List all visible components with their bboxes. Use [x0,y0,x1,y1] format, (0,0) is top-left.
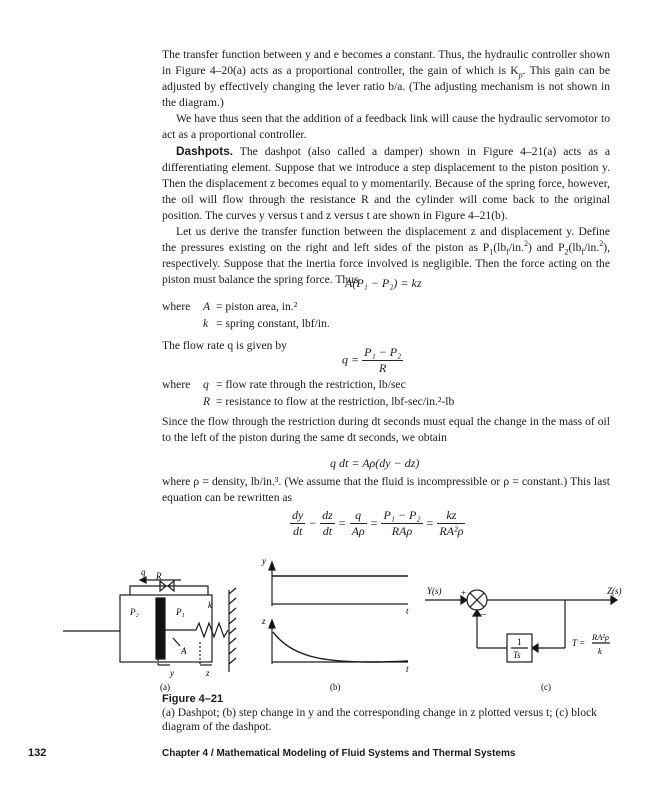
eq2-den: R [378,361,387,375]
eq4-f4-den: RAρ [391,524,413,538]
label-t2: t [406,664,409,674]
para1-text: The transfer function between y and e becomes a constant. Thus, the hydraulic controller shown in Figure 4–20(a) acts as a proportional controller, the gain of which is K [162,48,610,77]
wall-hatch [229,588,236,664]
figure-b-plots [248,556,418,696]
spring [165,623,228,637]
label-A: A [181,646,187,656]
eq4-f1-den: dt [292,524,303,538]
paragraph-dashpots: Dashpots. The dashpot (also called a damper) shown in Figure 4–21(a) acts as a differentiating element. Suppose that we introduce a step displacement to the piston position y. Then the displacement z becomes equal to y momentarily. Because of the spring force, however, the oil will flow through the resistance R and the cylinder will come back to the original position. The curves y versus t and z versus t are shown in Figure 4–21(b). Let us derive the transfer function between the displacement z and displacement y. Define the pressures existing on the right and left sides of the piston as $P_1(lb_f/in.^2)$ and $P_2(lb_f/in.^2)$, respectively. Suppose that the inertia force involved is negligible. Then the force acting on the piston must balance the spring force. Thus [162,144,610,286]
eq4-f5-num: kz [437,508,465,524]
label-z: z [206,668,210,678]
block-denominator: Ts [513,650,521,660]
paragraph-6: where ρ = density, lb/in.³. (We assume that the fluid is incompressible or ρ = constant.) This last equation can be rewritten as [162,475,610,504]
label-k: k [208,600,212,610]
where-def-R: = resistance to flow at the restriction, lbf-sec/in.²-lb [216,395,455,408]
eq4-equals-2: = [370,516,378,530]
T-numerator: RA²ρ [592,632,610,642]
decay-curve [273,632,408,662]
eq2-lhs: q = [342,352,360,367]
eq4-f3-den: Aρ [351,524,365,538]
eq4-equals-3: = [426,516,434,530]
label-y-axis: y [262,556,266,566]
paragraph-5: Since the flow through the restriction during dt seconds must equal the change in the mass of oil to the left of the piston during the same dt seconds, we obtain [162,415,610,444]
para4-a: Let us derive the transfer function between the displacement z and displacement y. Define the pressures existing on the right and left sides of the piston as P [162,225,610,254]
tag-a: (a) [160,682,170,692]
feedback-up-arrow-icon [473,610,481,616]
output-arrow-icon [611,596,617,604]
where-word-1: where [162,300,191,313]
eq4-minus: − [309,516,317,530]
where-sym-k: k [203,317,209,330]
tag-c: (c) [541,682,551,692]
tag-b: (b) [330,682,341,692]
equation-4 [290,508,465,539]
para4-g: ), respectively. Suppose that the inertia force involved is negligible. Then the force acting on the piston must balance the spring force. Thus [162,241,610,286]
where-def-k: = spring constant, lbf/in. [216,317,330,330]
feedback-arrow-icon [532,644,538,652]
para1-text-b: . This gain can be adjusted by effectively changing the lever ratio b/a. (The adjusting mechanism is not shown in the diagram.) [162,64,610,109]
label-y: y [170,668,174,678]
where-sym-R: R [203,395,211,408]
caption-text: (a) Dashpot; (b) step change in y and the corresponding change in z plotted versus t; (c) block diagram of the dashpot. [162,706,597,733]
flow-intro: The flow rate q is given by [162,339,287,352]
where-sym-q: q [203,378,209,391]
flow-arrowhead-icon [140,577,146,583]
para4-c: /in. [508,241,524,254]
eq4-f1-num: dy [292,508,304,522]
label-R: R [156,571,162,581]
where-word-2: where [162,378,191,391]
label-minus: − [481,610,487,621]
label-t1: t [406,606,409,616]
para4-e: (lb [568,241,582,254]
eq4-f4-num: P₁ − P₂ [383,508,421,522]
running-footer: Chapter 4 / Mathematical Modeling of Fluid Systems and Thermal Systems [162,748,516,759]
eq4-equals-1: = [338,516,346,530]
caption-title: Figure 4–21 [162,693,224,705]
label-plus: + [461,588,467,598]
paragraph-1: The transfer function between y and e becomes a constant. Thus, the hydraulic controller shown in Figure 4–20(a) acts as a proportional controller, the gain of which is $K_p$. This gain can be adjusted by effectively changing the lever ratio b/a. (The adjusting mechanism is not shown in the diagram.) We have thus seen that the addition of a feedback link will cause the hydraulic servomotor to act as a proportional controller. [162,48,610,141]
block-numerator: 1 [517,637,522,647]
figure-a-dashpot [58,560,248,695]
label-P2: P₂ [130,607,139,617]
paragraph-2: We have thus seen that the addition of a feedback link will cause the hydraulic servomotor to act as a proportional controller. [162,112,610,141]
where-def-q: = flow rate through the restriction, lb/sec [216,378,406,391]
figure-caption [162,692,602,734]
eq4-f3-num: q [350,508,367,524]
para4-b: (lb [493,241,507,254]
where-sym-A: A [203,300,211,313]
page-number: 132 [28,747,47,759]
equation-1: A(P₁ − P₂) = kz [345,276,422,290]
para4-f: /in. [584,241,600,254]
figure-c-block-diagram [425,578,635,696]
label-q: q [141,567,146,577]
label-z-axis: z [262,616,266,626]
equation-2 [342,345,403,376]
cylinder-body [120,595,212,662]
z-axis-arrow-icon [269,620,275,628]
where-def-A: = piston area, in.² [216,300,298,313]
piston [156,598,165,659]
y-axis-arrow-icon [269,562,275,570]
area-pointer [173,638,180,646]
label-Zs: Z(s) [607,586,622,596]
label-Ys: Y(s) [427,586,442,596]
eq4-f2-num: dz [322,508,333,522]
section-heading: Dashpots. [176,144,234,158]
eq4-f2-den: dt [322,524,333,538]
para3-text: The dashpot (also called a damper) shown in Figure 4–21(a) acts as a differentiating element. Suppose that we introduce a step displacement to the piston position y. Then the displacement z becomes equal to y momentarily. Because of the spring force, however, the oil will flow through the resistance R and the cylinder will come back to the original position. The curves y versus t and z versus t are shown in Figure 4–21(b). [162,145,610,222]
T-equals: T = [572,638,586,648]
eq2-num: P₁ − P₂ [364,345,402,359]
T-denominator: k [598,646,602,656]
equation-3: q dt = Aρ(dy − dz) [330,456,420,470]
label-P1: P₁ [176,607,185,617]
eq4-f5-den: RA²ρ [439,524,464,538]
para4-d: ) and P [527,241,565,254]
